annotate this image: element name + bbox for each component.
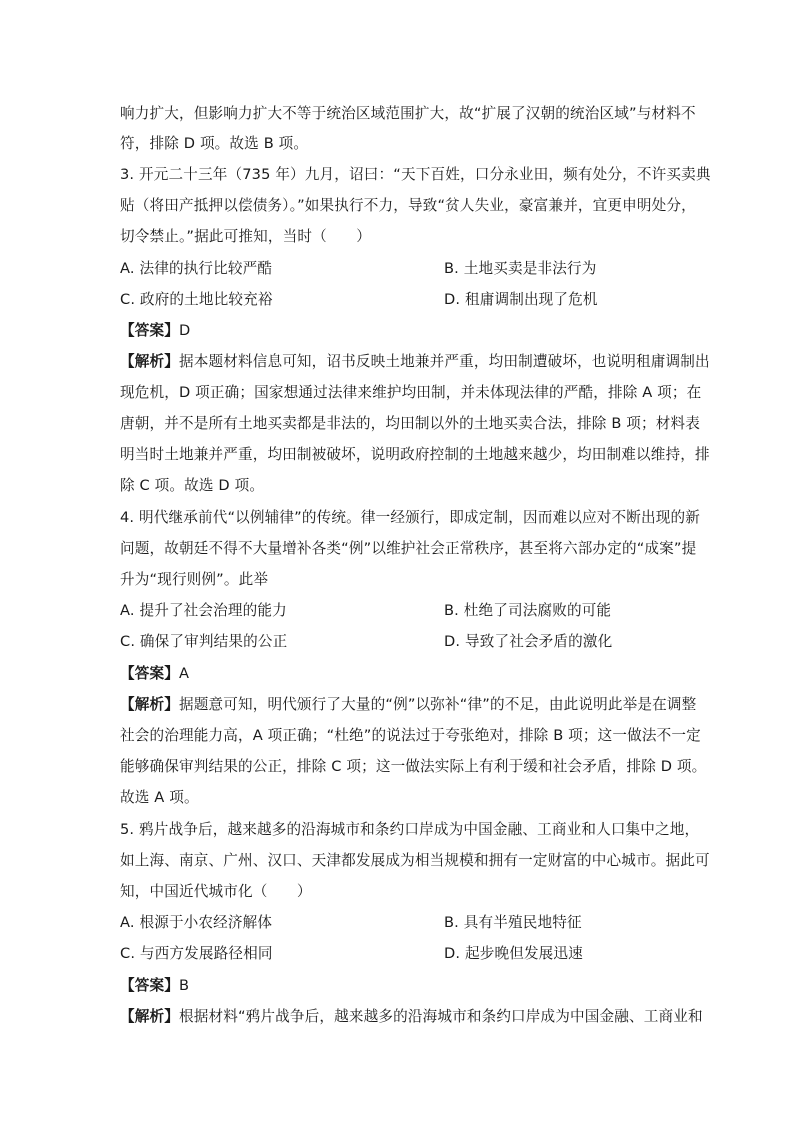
answer-value: A [178,665,190,682]
question-3-stem: 切令禁止。”据此可推知，当时（ ） [120,228,372,245]
answer-value: B [178,977,190,994]
option-c: C. 与西方发展路径相同 [120,945,273,962]
option-c: C. 政府的土地比较充裕 [120,291,273,308]
question-4-stem: 问题，故朝廷不得不大量增补各类“例”以维护社会正常秩序，甚至将六部办定的“成案”提 [120,540,697,557]
answer-tag: 【答案】 [120,665,179,682]
explanation-line [120,352,710,372]
explanation-line: 故选 A 项。 [120,789,199,806]
answer-line [120,321,680,341]
explanation-line: 明当时土地兼并严重，均田制被破坏，说明政府控制的土地越来越少，均田制难以维持，排 [120,446,710,463]
question-5-stem: 5. 鸦片战争后，越来越多的沿海城市和条约口岸成为中国金融、工商业和人口集中之地， [120,821,700,838]
explanation-line: 除 C 项。故选 D 项。 [120,477,265,494]
question-5-stem: 如上海、南京、广州、汉口、天津都发展成为相当规模和拥有一定财富的中心城市。据此可 [120,852,710,869]
question-3-stem: 贴（将田产抵押以偿债务）。”如果执行不力，导致“贫人失业，豪富兼并，宜更申明处分， [120,197,696,214]
explanation-tag: 【解析】 [120,353,179,370]
explanation-line [120,1007,703,1027]
option-b: B. 具有半殖民地特征 [444,914,582,931]
option-d: D. 租庸调制出现了危机 [444,291,598,308]
explanation-line: 唐朝，并不是所有土地买卖都是非法的，均田制以外的土地买卖合法，排除 B 项；材料表 [120,415,701,432]
question-4-stem: 升为“现行则例”。此举 [120,571,269,588]
answer-tag: 【答案】 [120,977,179,994]
explanation-text: 根据材料“鸦片战争后，越来越多的沿海城市和条约口岸成为中国金融、工商业和 [178,1008,703,1025]
option-a: A. 提升了社会治理的能力 [120,602,287,619]
explanation-text: 据题意可知，明代颁行了大量的“例”以弥补“律”的不足，由此说明此举是在调整 [178,696,697,713]
option-c: C. 确保了审判结果的公正 [120,633,288,650]
answer-line [120,664,680,684]
text-line: 符，排除 D 项。故选 B 项。 [120,135,309,152]
explanation-tag: 【解析】 [120,1008,179,1025]
answer-value: D [178,322,191,339]
answer-tag: 【答案】 [120,322,179,339]
question-5-stem: 知，中国近代城市化（ ） [120,883,312,900]
option-d: D. 导致了社会矛盾的激化 [444,633,613,650]
question-3-stem: 3. 开元二十三年（735 年）九月，诏曰：“天下百姓，口分永业田，频有处分，不许买卖典 [120,166,711,183]
option-a: A. 法律的执行比较严酷 [120,260,273,277]
option-b: B. 杜绝了司法腐败的可能 [444,602,612,619]
explanation-text: 据本题材料信息可知，诏书反映土地兼并严重，均田制遭破坏，也说明租庸调制出 [178,353,710,370]
answer-line [120,976,680,996]
explanation-line: 现危机，D 项正确；国家想通过法律来维护均田制，并未体现法律的严酷，排除 A 项；在 [120,384,702,401]
option-b: B. 土地买卖是非法行为 [444,260,597,277]
question-4-stem: 4. 明代继承前代“以例辅律”的传统。律一经颁行，即成定制，因而难以应对不断出现的新 [120,509,700,526]
option-a: A. 根源于小农经济解体 [120,914,273,931]
option-d: D. 起步晚但发展迅速 [444,945,583,962]
explanation-line: 社会的治理能力高，A 项正确；“杜绝”的说法过于夸张绝对，排除 B 项；这一做法不一定 [120,727,701,744]
text-line: 响力扩大，但影响力扩大不等于统治区域范围扩大，故“扩展了汉朝的统治区域”与材料不 [120,105,696,122]
explanation-line [120,695,697,715]
explanation-tag: 【解析】 [120,696,179,713]
explanation-line: 能够确保审判结果的公正，排除 C 项；这一做法实际上有利于缓和社会矛盾，排除 D 项。 [120,758,707,775]
